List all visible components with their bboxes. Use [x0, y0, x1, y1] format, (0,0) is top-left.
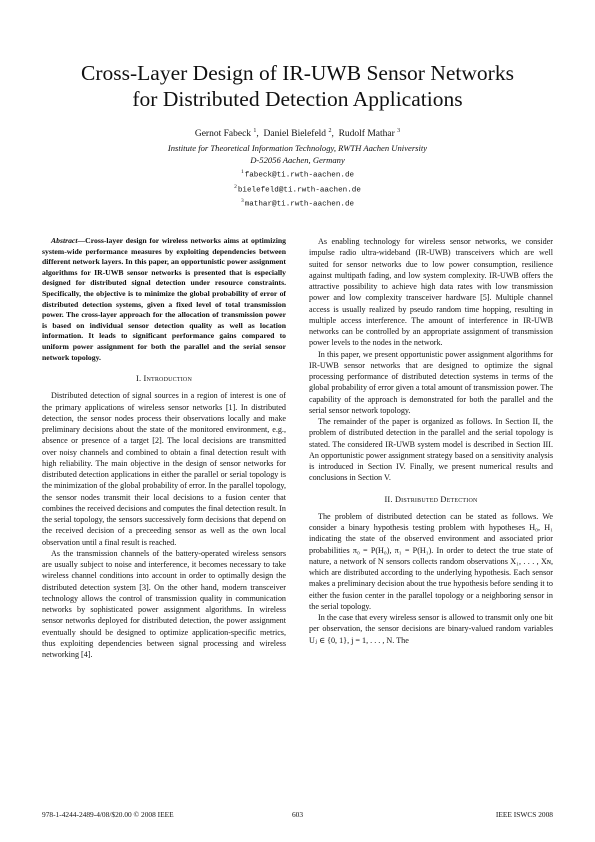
- right-column: [309, 236, 553, 646]
- paragraph: In this paper, we present opportunistic power assignment algorithms for IR-UWB sensor networks that are designed to optimize the signal processing performance of distributed detection systems in terms of the global probability of error given a total amount of transmission power. The capability of the approach is demonstrated for both the parallel and the serial sensor network topology.: [309, 349, 553, 415]
- author-superscript: 2: [328, 128, 332, 134]
- author-name: Rudolf Mathar: [338, 129, 395, 140]
- paragraph: The problem of distributed detection can be stated as follows. We consider a binary hypothesis testing problem with hypotheses H₀, H₁ indicating the state of the observed environment and associated prior probabilities π₀ = P(H₀), π₁ = P(H₁). In order to detect the true state of nature, a network of N sensors collects random observations X₁, . . . , Xɴ, which are distributed according to the underlying hypothesis. Each sensor makes a preliminary decision about the true hypothesis before sending it to either the fusion center in the parallel topology or a neighboring sensor in the serial topology.: [309, 511, 553, 611]
- footer-venue: IEEE ISWCS 2008: [495, 810, 553, 819]
- paragraph: In the case that every wireless sensor is allowed to transmit only one bit per observation, the sensor decisions are binary-valued random variables Uⱼ ∈ {0, 1}, j = 1, . . . , N. The: [309, 613, 553, 645]
- email-line: [20, 167, 575, 182]
- paragraph: As the transmission channels of the battery-operated wireless sensors are usually subject to noise and interference, it becomes necessary to take wireless channel conditions into account in order to optimally design the distributed detection system [3]. On the other hand, modern transceiver technology allows the control of transmission quality in communication networks by sophisticated power assignment algorithms. In wireless sensor networks deployed for distributed detection, the power assignment eventually should be designed to optimize application-specific metrics, thus exploiting dependencies between signal processing and wireless networking [4].: [42, 548, 286, 660]
- page-number: 603: [291, 810, 304, 819]
- affiliation-institute: Institute for Theoretical Information Technology, RWTH Aachen University: [167, 143, 428, 153]
- author-superscript: 1: [253, 128, 257, 134]
- author-superscript: 3: [397, 128, 401, 134]
- paragraph: As enabling technology for wireless sensor networks, we consider impulse radio ultra-wideband (IR-UWB) transceivers which are well suited for sensor networks due to low power consumption, resilience against multipath fading, and low system complexity. IR-UWB offers the attractive possibility to achieve high data rates with low transmission power and low complexity transceiver hardware [5]. Multiple channel access is usually realized by pseudo random time hopping, resulting in multiple access interference. The amount of interference in IR-UWB networks can be controlled by an appropriate assignment of transmission power levels to the nodes in the network.: [309, 237, 553, 348]
- email-address: fabeck@ti.rwth-aachen.de: [244, 171, 355, 180]
- abstract-text: —Cross-layer design for wireless networks aims at optimizing system-wide performance measures by exploiting dependencies between different network layers. In this paper, an opportunistic power assignment algorithms for IR-UWB sensor networks is presented that is especially designed for distributed signal detection under resource constraints. Specifically, the objective is to minimize the global probability of error of distributed detection systems, given a fixed level of total transmission power. The cross-layer approach for the allocation of transmission power is based on individual sensor detection quality as well as location information. It leads to significant performance gains compared to uniform power assignment for both the parallel and the serial sensor network topology.: [42, 236, 286, 362]
- affiliation: [20, 143, 575, 166]
- abstract: [42, 236, 286, 363]
- email-line: [20, 196, 575, 211]
- author-name: Daniel Bielefeld: [263, 129, 327, 140]
- email-address: mathar@ti.rwth-aachen.de: [244, 200, 355, 209]
- paper-title: [20, 60, 575, 112]
- paragraph: The remainder of the paper is organized as follows. In Section II, the problem of distributed detection in the parallel and the serial topology is stated. The considered IR-UWB system model is described in Section III. An opportunistic power assignment strategy based on a sensitivity analysis is introduced in Section IV. Finally, we present numerical results and conclusions in Section V.: [309, 417, 553, 483]
- title-line-2: for Distributed Detection Applications: [132, 87, 463, 111]
- email-address: bielefeld@ti.rwth-aachen.de: [237, 186, 361, 195]
- affiliation-address: D-52056 Aachen, Germany: [250, 154, 345, 165]
- email-superscript: 3: [240, 198, 244, 205]
- abstract-label: Abstract: [51, 236, 78, 245]
- footer-copyright: 978-1-4244-2489-4/08/$20.00 © 2008 IEEE: [42, 810, 174, 819]
- email-list: [20, 167, 575, 211]
- author-list: Gernot Fabeck $^1$, Daniel Bielefeld $^2$, Rudolf Mathar $^3$: [194, 128, 401, 140]
- left-column: [42, 236, 286, 660]
- paragraph: Distributed detection of signal sources in a region of interest is one of the primary applications of wireless sensor networks [1]. In distributed detection, the sensor nodes process their observations locally and make preliminary decisions about the state of the monitored environment, e.g., absence or presence of a target [2]. The local decisions are transmitted over noisy channels and combined to obtain a final detection result with high reliability. The main objective in the design of sensor networks for distributed detection applications in either the parallel or serial topology is the minimization of the global probability of error. In the parallel topology, the sensor nodes transmit their local decisions to a fusion center that combines the received decisions and computes the final detection result. In the serial topology, the sensors successively form decisions that depend on the received decision of a preceeding sensor as well as the own local observation until a final result is reached.: [42, 391, 286, 547]
- section-heading: II. Distributed Detection: [384, 494, 478, 504]
- section-heading: I. Introduction: [135, 374, 192, 384]
- email-superscript: 2: [234, 183, 237, 190]
- author-name: Gernot Fabeck: [194, 129, 252, 140]
- email-line: [20, 182, 575, 197]
- email-superscript: 1: [240, 169, 244, 175]
- title-line-1: Cross-Layer Design of IR-UWB Sensor Networks: [81, 61, 514, 85]
